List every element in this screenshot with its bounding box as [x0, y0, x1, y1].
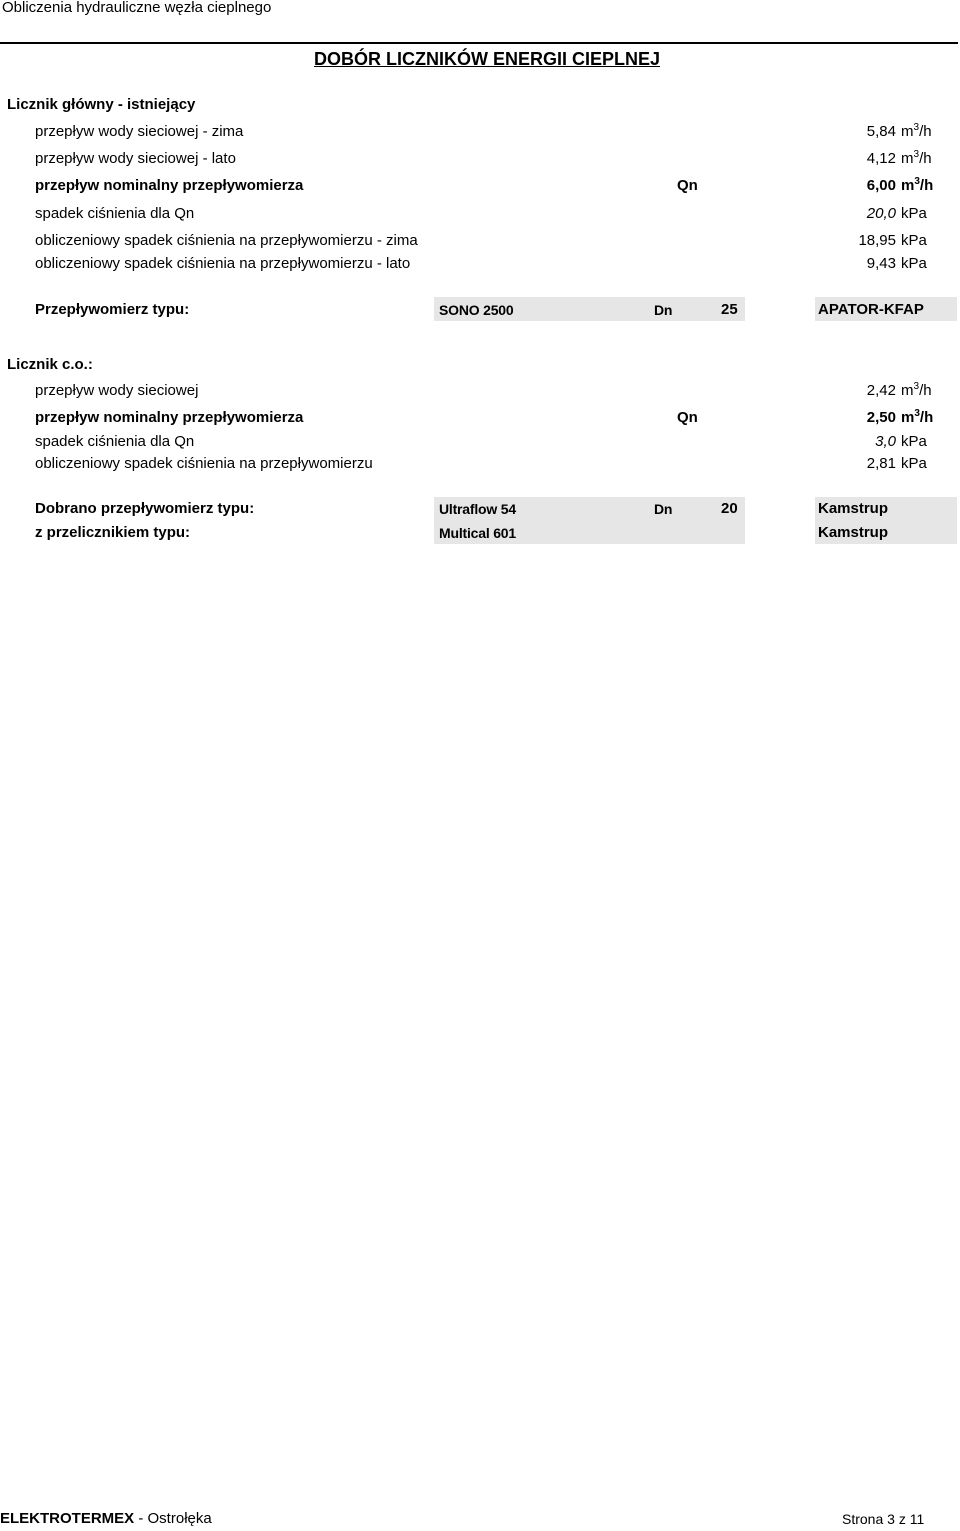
flowmeter-manufacturer: APATOR-KFAP	[818, 301, 924, 318]
flowmeter-dn-value: 25	[721, 301, 738, 318]
row-label: przepływ nominalny przepływomierza	[35, 409, 304, 426]
row-label: przepływ wody sieciowej - lato	[35, 150, 236, 167]
row-label: spadek ciśnienia dla Qn	[35, 433, 195, 450]
header-rule	[0, 42, 958, 44]
row-label: obliczeniowy spadek ciśnienia na przepływomierzu - lato	[35, 255, 411, 272]
co-flowmeter-dn-label: Dn	[654, 501, 673, 517]
header-title: Obliczenia hydrauliczne węzła cieplnego	[2, 0, 272, 16]
row-unit: kPa	[901, 455, 927, 472]
footer-page-number: Strona 3 z 11	[842, 1511, 925, 1527]
row-label: obliczeniowy spadek ciśnienia na przepływomierzu - zima	[35, 232, 418, 249]
row-value: 2,42	[866, 382, 896, 399]
row-value: 3,0	[875, 433, 896, 450]
row-unit: $m^3/h$	[901, 408, 934, 426]
row-label: spadek ciśnienia dla Qn	[35, 205, 195, 222]
row-value: 6,00	[866, 177, 896, 194]
row-unit: $m^3/h$	[901, 149, 932, 167]
row-value: 5,84	[866, 123, 896, 140]
co-calculator-type: Multical 601	[439, 525, 516, 541]
row-label: przepływ wody sieciowej - zima	[35, 123, 244, 140]
co-flowmeter-label: Dobrano przepływomierz typu:	[35, 500, 255, 517]
document-title: DOBÓR LICZNIKÓW ENERGII CIEPLNEJ	[314, 49, 661, 69]
row-unit: kPa	[901, 232, 927, 249]
row-unit: $m^3/h$	[901, 381, 932, 399]
flowmeter-type: SONO 2500	[439, 302, 514, 318]
co-flowmeter-dn-value: 20	[721, 500, 738, 517]
row-symbol: Qn	[677, 177, 698, 194]
co-flowmeter-manufacturer: Kamstrup	[818, 500, 889, 517]
row-symbol: Qn	[677, 409, 698, 426]
row-unit: $m^3/h$	[901, 176, 934, 194]
co-meter-heading: Licznik c.o.:	[7, 356, 93, 373]
co-flowmeter-type: Ultraflow 54	[439, 501, 516, 517]
row-label: przepływ nominalny przepływomierza	[35, 177, 304, 194]
row-value: 2,81	[866, 455, 896, 472]
row-value: 9,43	[866, 255, 896, 272]
row-label: przepływ wody sieciowej	[35, 382, 199, 399]
flowmeter-dn-label: Dn	[654, 302, 673, 318]
row-value: 20,0	[866, 205, 896, 222]
flowmeter-label: Przepływomierz typu:	[35, 301, 190, 318]
row-unit: kPa	[901, 255, 927, 272]
row-value: 18,95	[858, 232, 896, 249]
co-calculator-label: z przelicznikiem typu:	[35, 524, 191, 541]
row-unit: kPa	[901, 205, 927, 222]
main-meter-heading: Licznik główny - istniejący	[7, 96, 196, 113]
footer-company: ELEKTROTERMEX - Ostrołęka	[0, 1510, 212, 1527]
row-value: 4,12	[866, 150, 896, 167]
row-value: 2,50	[866, 409, 896, 426]
row-unit: kPa	[901, 433, 927, 450]
co-calculator-manufacturer: Kamstrup	[818, 524, 889, 541]
row-label: obliczeniowy spadek ciśnienia na przepływomierzu	[35, 455, 373, 472]
row-unit: $m^3/h$	[901, 122, 932, 140]
